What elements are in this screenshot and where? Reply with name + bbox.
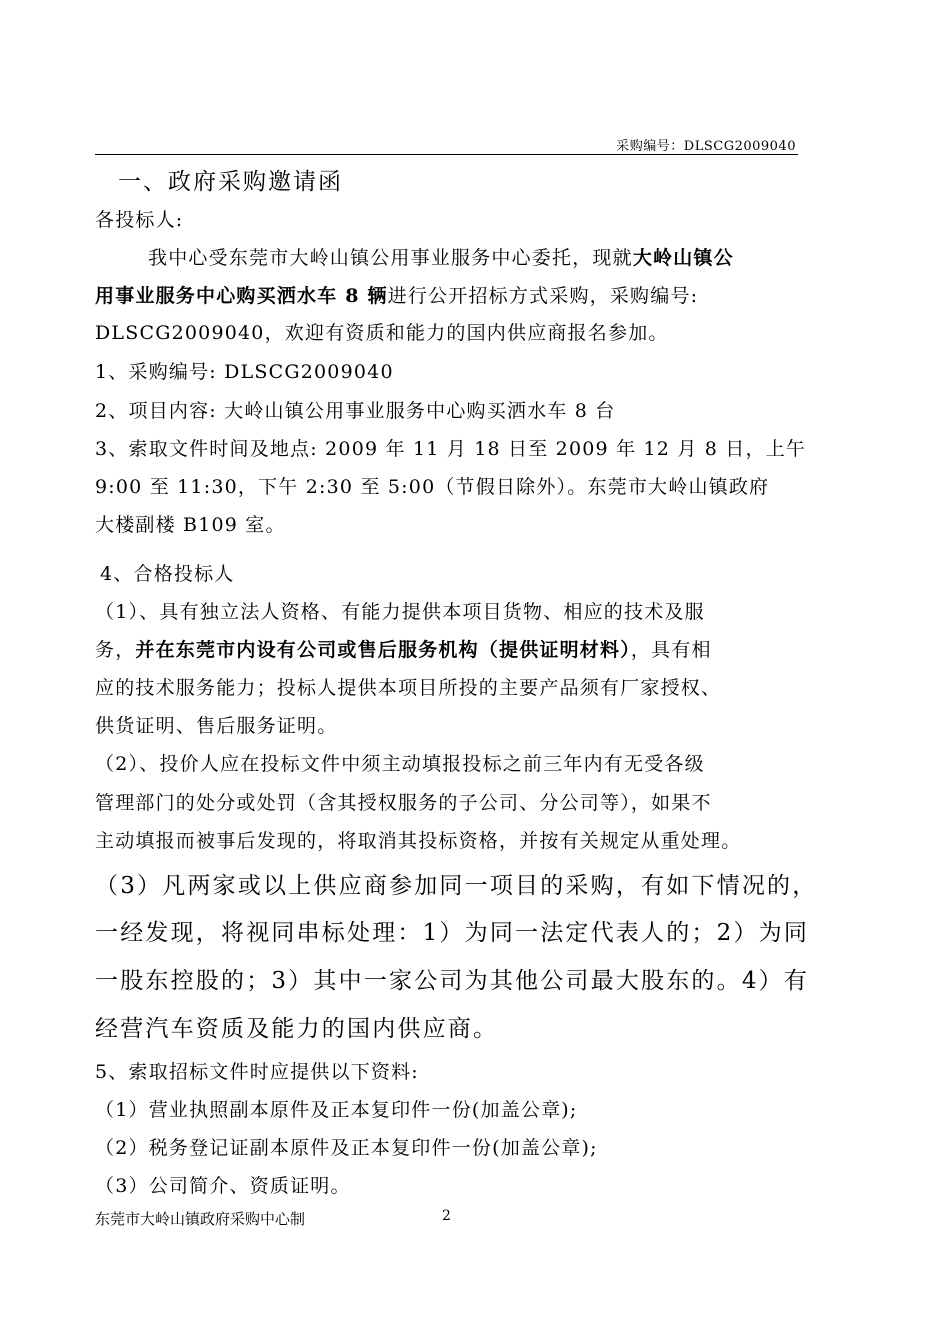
page-number: 2 (442, 1208, 451, 1224)
qualification-3-line-4: 经营汽车资质及能力的国内供应商。 (95, 1016, 499, 1042)
project-name-bold: 用事业服务中心购买洒水车 8 辆 (95, 285, 388, 307)
item-required-documents: 5、索取招标文件时应提供以下资料: (95, 1061, 419, 1083)
qualification-3-line-1: （3）凡两家或以上供应商参加同一项目的采购，有如下情况的， (95, 873, 818, 899)
qualification-1-line-4: 供货证明、售后服务证明。 (95, 715, 338, 737)
required-document-2: （2）税务登记证副本原件及正本复印件一份(加盖公章); (95, 1137, 598, 1159)
qualification-1-line-2 (95, 635, 712, 662)
item-project-content: 2、项目内容: 大岭山镇公用事业服务中心购买洒水车 8 台 (95, 400, 616, 422)
intro-line-3: DLSCG2009040，欢迎有资质和能力的国内供应商报名参加。 (95, 322, 669, 344)
qualification-2-line-2: 管理部门的处分或处罚（含其授权服务的子公司、分公司等），如果不 (95, 792, 712, 814)
intro-text: 进行公开招标方式采购，采购编号: (387, 285, 699, 307)
project-name-bold: 大岭山镇公 (632, 247, 734, 269)
qualification-3-line-3: 一股东控股的；3）其中一家公司为其他公司最大股东的。4）有 (95, 968, 810, 994)
item-qualified-bidders: 4、合格投标人 (100, 563, 235, 585)
qualification-2-line-3: 主动填报而被事后发现的，将取消其投标资格，并按有关规定从重处理。 (95, 830, 742, 852)
item-procurement-code: 1、采购编号: DLSCG2009040 (95, 361, 394, 383)
section-title: 一、政府采购邀请函 (118, 169, 343, 195)
intro-text: 我中心受东莞市大岭山镇公用事业服务中心委托，现就 (148, 247, 633, 269)
local-office-requirement-bold: 并在东莞市内设有公司或售后服务机构（提供证明材料） (135, 639, 631, 661)
required-document-3: （3）公司简介、资质证明。 (95, 1175, 351, 1197)
text-span: 务， (95, 639, 136, 661)
intro-line-1 (148, 243, 734, 270)
intro-line-2 (95, 281, 698, 308)
qualification-3-line-2: 一经发现，将视同串标处理：1）为同一法定代表人的；2）为同 (95, 920, 810, 946)
footer-organization: 东莞市大岭山镇政府采购中心制 (95, 1210, 306, 1228)
item-document-time-line-2: 9:00 至 11:30，下午 2:30 至 5:00（节假日除外）。东莞市大岭山镇政府 (95, 476, 770, 498)
item-document-time-line-1: 3、索取文件时间及地点: 2009 年 11 月 18 日至 2009 年 12 月 8 日，上午 (95, 438, 807, 460)
text-span: ，具有相 (630, 639, 712, 661)
qualification-1-line-3: 应的技术服务能力；投标人提供本项目所投的主要产品须有厂家授权、 (95, 677, 722, 699)
procurement-code-header: 采购编号：DLSCG2009040 (616, 139, 796, 154)
item-document-time-line-3: 大楼副楼 B109 室。 (95, 514, 286, 536)
salutation: 各投标人: (95, 209, 184, 231)
qualification-1-line-1: （1）、具有独立法人资格、有能力提供本项目货物、相应的技术及服 (95, 601, 705, 623)
required-document-1: （1）营业执照副本原件及正本复印件一份(加盖公章); (95, 1099, 578, 1121)
qualification-2-line-1: （2）、投价人应在投标文件中须主动填报投标之前三年内有无受各级 (95, 753, 705, 775)
header-divider (95, 154, 798, 155)
